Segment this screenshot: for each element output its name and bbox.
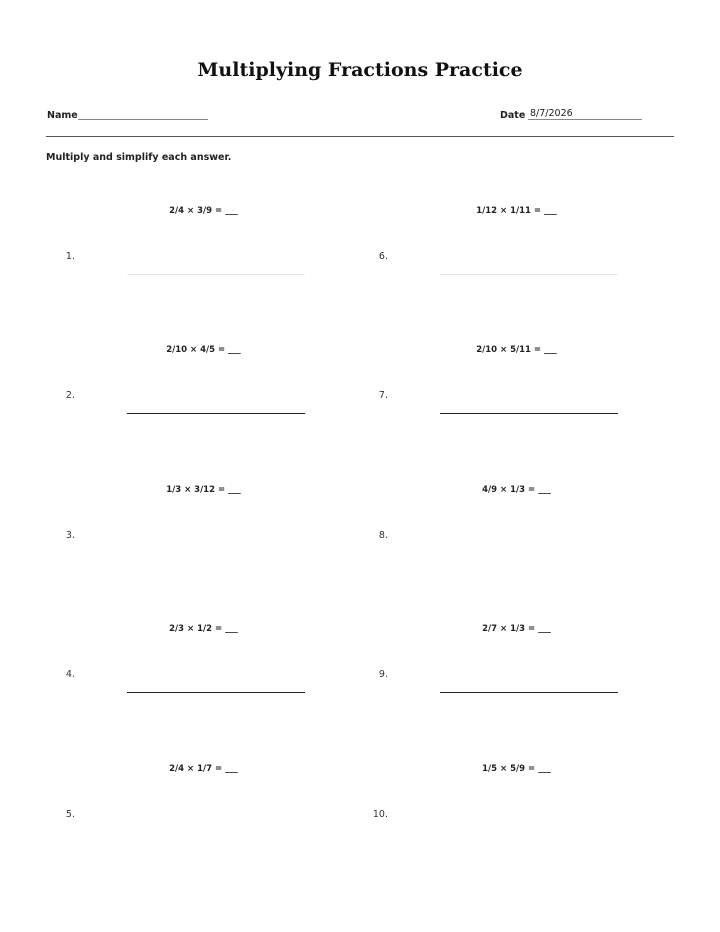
answer-line[interactable]: [440, 274, 618, 275]
problem-expression: 2/3 × 1/2 = ___: [169, 624, 238, 634]
problem-expression: 4/9 × 1/3 = ___: [482, 485, 551, 495]
problem-7: [360, 345, 673, 485]
problem-number: 8.: [378, 530, 388, 541]
problem-number: 2.: [65, 390, 75, 401]
problem-number: 9.: [378, 669, 388, 680]
date-label: Date: [500, 110, 526, 121]
problem-10: [360, 764, 673, 904]
answer-line[interactable]: [127, 413, 305, 414]
worksheet-title: Multiplying Fractions Practice: [197, 59, 523, 81]
problem-number: 1.: [65, 251, 75, 262]
problem-expression: 1/3 × 3/12 = ___: [166, 485, 241, 495]
name-field[interactable]: [78, 119, 208, 120]
problem-number: 7.: [378, 390, 388, 401]
problem-number: 10.: [372, 809, 388, 820]
date-field[interactable]: [528, 119, 642, 120]
problem-expression: 2/4 × 3/9 = ___: [169, 206, 238, 216]
problem-4: [47, 624, 360, 764]
answer-line[interactable]: [127, 274, 305, 275]
problem-9: [360, 624, 673, 764]
answer-line[interactable]: [440, 692, 618, 693]
problem-number: 4.: [65, 669, 75, 680]
problem-expression: 2/7 × 1/3 = ___: [482, 624, 551, 634]
problem-number: 3.: [65, 530, 75, 541]
problem-6: [360, 206, 673, 346]
name-label: Name: [47, 110, 78, 121]
problem-5: [47, 764, 360, 904]
header-divider: [46, 136, 674, 137]
problem-expression: 2/10 × 4/5 = ___: [166, 345, 241, 355]
instructions: Multiply and simplify each answer.: [46, 152, 232, 163]
date-value: 8/7/2026: [530, 108, 573, 119]
problem-2: [47, 345, 360, 485]
problem-number: 6.: [378, 251, 388, 262]
problem-expression: 1/5 × 5/9 = ___: [482, 764, 551, 774]
problem-expression: 2/10 × 5/11 = ___: [476, 345, 557, 355]
answer-line[interactable]: [440, 413, 618, 414]
problem-number: 5.: [65, 809, 75, 820]
answer-line[interactable]: [127, 692, 305, 693]
problem-8: [360, 485, 673, 625]
problem-3: [47, 485, 360, 625]
problem-expression: 2/4 × 1/7 = ___: [169, 764, 238, 774]
problem-expression: 1/12 × 1/11 = ___: [476, 206, 557, 216]
problem-1: [47, 206, 360, 346]
